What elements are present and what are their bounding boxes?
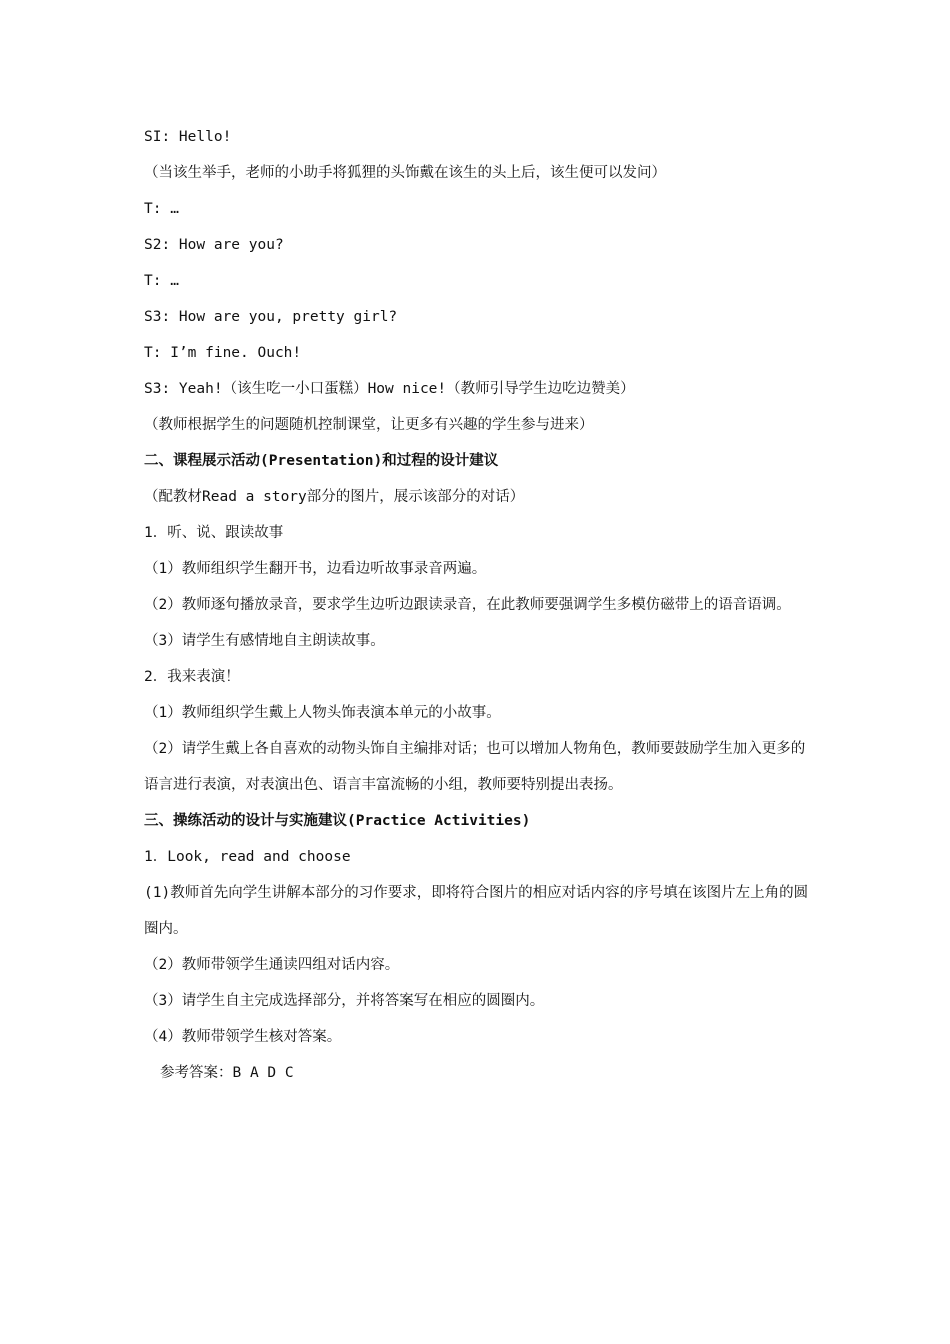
step-heading-perform: 2．我来表演！ [144, 669, 240, 685]
section-heading-presentation: 二、课程展示活动(Presentation)和过程的设计建议 [144, 453, 499, 469]
list-item: （2）教师带领学生通读四组对话内容。 [144, 957, 400, 973]
step-heading-listen: 1．听、说、跟读故事 [144, 525, 284, 541]
list-item: （3）请学生自主完成选择部分，并将答案写在相应的圆圈内。 [144, 993, 545, 1009]
presentation-note: （配教材Read a story部分的图片，展示该部分的对话） [144, 489, 525, 505]
list-item: （4）教师带领学生核对答案。 [144, 1029, 342, 1045]
section-heading-practice: 三、操练活动的设计与实施建议(Practice Activities) [144, 813, 531, 829]
reference-answer: 参考答案：B A D C [160, 1065, 294, 1081]
list-item: (1)教师首先向学生讲解本部分的习作要求，即将符合图片的相应对话内容的序号填在该图片左上角的圆圈内。 [144, 885, 809, 937]
dialogue-line-s2: S2: How are you? [144, 237, 284, 253]
stage-note: （当该生举手，老师的小助手将狐狸的头饰戴在该生的头上后，该生便可以发问） [144, 165, 666, 181]
document-body [144, 119, 814, 1091]
dialogue-line-s3: S3: How are you, pretty girl? [144, 309, 398, 325]
list-item: （2）请学生戴上各自喜欢的动物头饰自主编排对话；也可以增加人物角色，教师要鼓励学生加入更多的语言进行表演，对表演出色、语言丰富流畅的小组，教师要特别提出表扬。 [144, 741, 806, 793]
dialogue-line-t1: T: … [144, 201, 179, 217]
list-item: （2）教师逐句播放录音，要求学生边听边跟读录音，在此教师要强调学生多模仿磁带上的语音语调。 [144, 597, 791, 613]
list-item: （1）教师组织学生翻开书，边看边听故事录音两遍。 [144, 561, 487, 577]
dialogue-line-s1: SI: Hello! [144, 129, 232, 145]
list-item: （1）教师组织学生戴上人物头饰表演本单元的小故事。 [144, 705, 501, 721]
stage-note-control: （教师根据学生的问题随机控制课堂，让更多有兴趣的学生参与进来） [144, 417, 594, 433]
dialogue-line-t3: T: I’m fine. Ouch! [144, 345, 302, 361]
step-heading-look-read-choose: 1．Look, read and choose [144, 849, 351, 865]
dialogue-line-t2: T: … [144, 273, 179, 289]
list-item: （3）请学生有感情地自主朗读故事。 [144, 633, 385, 649]
dialogue-line-s3-yeah: S3: Yeah!（该生吃一小口蛋糕）How nice!（教师引导学生边吃边赞美） [144, 381, 635, 397]
